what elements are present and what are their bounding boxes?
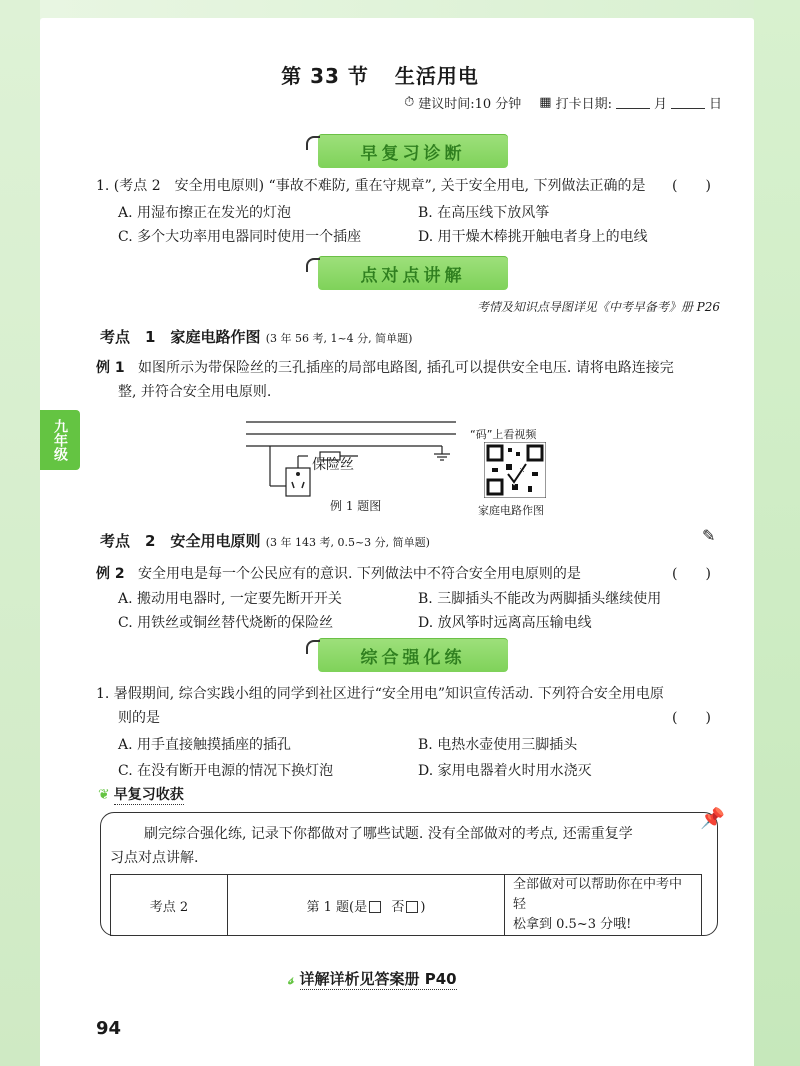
harvest-heading — [98, 784, 184, 805]
suggest-time — [404, 93, 521, 112]
comp-q1-line1: 1. 暑假期间, 综合实践小组的同学到社区进行“安全用电”知识宣传活动. 下列符合安全用电原 — [96, 686, 664, 702]
kaodian-2-sub: (3 年 143 考, 0.5~3 分, 简单题) — [265, 536, 430, 549]
harvest-note-line1: 全部做对可以帮助你在中考中轻 — [513, 877, 683, 912]
yes-checkbox[interactable] — [369, 901, 381, 913]
qr-title: “码”上看视频 — [470, 428, 537, 441]
page-title — [0, 60, 760, 89]
harvest-table-row — [111, 875, 702, 936]
calendar-icon: ▦ — [539, 95, 552, 110]
section-title: 生活用电 — [394, 64, 479, 88]
comp-q1-option-a[interactable]: A. 用手直接触摸插座的插孔 — [118, 737, 292, 753]
kaodian-1-sub: (3 年 56 考, 1~4 分, 简单题) — [265, 332, 413, 345]
example-1 — [96, 358, 736, 378]
harvest-text-line1: 刷完综合强化练, 记录下你都做对了哪些试题. 没有全部做对的考点, 还需重复学 — [144, 826, 633, 842]
example-1-text-line1: 如图所示为带保险丝的三孔插座的局部电路图, 插孔可以提供安全电压. 请将电路连接完 — [137, 360, 674, 376]
answer-reference-text: 详解详析见答案册 P40 — [299, 970, 457, 988]
harvest-note-line2: 松拿到 0.5~3 分哦! — [513, 917, 632, 932]
fuse-label: 保险丝 — [312, 457, 354, 473]
kaodian-2-label: 考点 2 安全用电原则 — [100, 532, 261, 550]
harvest-text-line2: 习点对点讲解. — [110, 850, 199, 866]
clip-icon: 𝓈 — [288, 970, 294, 988]
banner-point-to-point — [318, 256, 508, 290]
page-number: 94 — [96, 1018, 122, 1039]
early-q1 — [96, 176, 736, 196]
grade-tab: 九年级 — [40, 410, 80, 470]
hook-icon — [306, 258, 320, 272]
example-2-paren[interactable]: ( ) — [672, 566, 711, 582]
comp-q1-paren[interactable]: ( ) — [672, 710, 711, 726]
early-q1-paren[interactable]: ( ) — [672, 178, 711, 194]
early-q1-text: 1. (考点 2 安全用电原则) “事故不难防, 重在守规章”, 关于安全用电, 下列做法正确的是 — [96, 178, 646, 194]
clock-icon: ⏱ — [404, 95, 415, 110]
harvest-table — [110, 874, 702, 936]
harvest-cell-question — [228, 875, 505, 936]
example-1-label: 例 1 — [96, 360, 125, 376]
answer-reference — [288, 968, 457, 990]
harvest-cell-note — [505, 875, 702, 936]
section-number: 第 33 节 — [281, 64, 369, 88]
comp-q1-line2: 则的是 — [118, 710, 160, 726]
comp-q1-option-d[interactable]: D. 家用电器着火时用水浇灭 — [418, 763, 592, 779]
example-1-text-line2: 整, 并符合安全用电原则. — [118, 384, 272, 400]
pencil-icon: ✎ — [702, 526, 716, 545]
example-1-caption: 例 1 题图 — [330, 499, 382, 513]
kaodian-1-heading — [100, 326, 412, 347]
banner-early-review — [318, 134, 508, 168]
example-2 — [96, 564, 656, 584]
month-label: 月 — [653, 97, 667, 112]
left-green-strip — [0, 0, 40, 1066]
no-label: 否 — [391, 899, 405, 915]
reference-note: 考情及知识点导图详见《中考早备考》册 P26 — [476, 300, 720, 314]
question-suffix: ) — [420, 899, 426, 915]
checkin-label: 打卡日期: — [555, 97, 612, 112]
harvest-cell-kaodian: 考点 2 — [111, 875, 228, 936]
banner-early-review-text: 早复习诊断 — [360, 143, 466, 164]
example-2-option-a[interactable]: A. 搬动用电器时, 一定要先断开开关 — [118, 591, 342, 607]
meta-row — [404, 93, 722, 112]
early-q1-option-c[interactable]: C. 多个大功率用电器同时使用一个插座 — [118, 229, 362, 245]
day-blank[interactable] — [671, 96, 705, 109]
example-2-option-c[interactable]: C. 用铁丝或铜丝替代烧断的保险丝 — [118, 615, 334, 631]
example-2-option-b[interactable]: B. 三脚插头不能改为两脚插头继续使用 — [418, 591, 662, 607]
harvest-icon: ❦ — [98, 786, 110, 803]
kaodian-1-label: 考点 1 家庭电路作图 — [100, 328, 261, 346]
harvest-title: 早复习收获 — [114, 784, 184, 805]
example-2-text: 安全用电是每一个公民应有的意识. 下列做法中不符合安全用电原则的是 — [137, 566, 581, 582]
comp-q1-option-b[interactable]: B. 电热水壶使用三脚插头 — [418, 737, 578, 753]
comp-q1-option-c[interactable]: C. 在没有断开电源的情况下换灯泡 — [118, 763, 334, 779]
banner-comprehensive-text: 综合强化练 — [360, 647, 466, 668]
month-blank[interactable] — [616, 96, 650, 109]
banner-comprehensive — [318, 638, 508, 672]
question-prefix: 第 1 题(是 — [306, 899, 368, 915]
pin-icon: 📌 — [700, 806, 725, 830]
kaodian-2-heading — [100, 530, 430, 551]
suggest-time-text: 建议时间:10 分钟 — [418, 97, 522, 112]
banner-point-to-point-text: 点对点讲解 — [360, 265, 466, 286]
example-2-label: 例 2 — [96, 566, 125, 582]
early-q1-option-a[interactable]: A. 用湿布擦正在发光的灯泡 — [118, 205, 292, 221]
checkin-date — [539, 93, 722, 112]
hook-icon — [306, 640, 320, 654]
early-q1-option-b[interactable]: B. 在高压线下放风筝 — [418, 205, 550, 221]
no-checkbox[interactable] — [406, 901, 418, 913]
hook-icon — [306, 136, 320, 150]
right-green-strip — [754, 0, 800, 1066]
example-2-option-d[interactable]: D. 放风筝时远离高压输电线 — [418, 615, 592, 631]
qr-caption: 家庭电路作图 — [478, 504, 544, 517]
circuit-diagram — [246, 416, 466, 502]
qr-code-icon[interactable] — [484, 442, 546, 498]
day-label: 日 — [708, 97, 722, 112]
early-q1-option-d[interactable]: D. 用干燥木棒挑开触电者身上的电线 — [418, 229, 648, 245]
